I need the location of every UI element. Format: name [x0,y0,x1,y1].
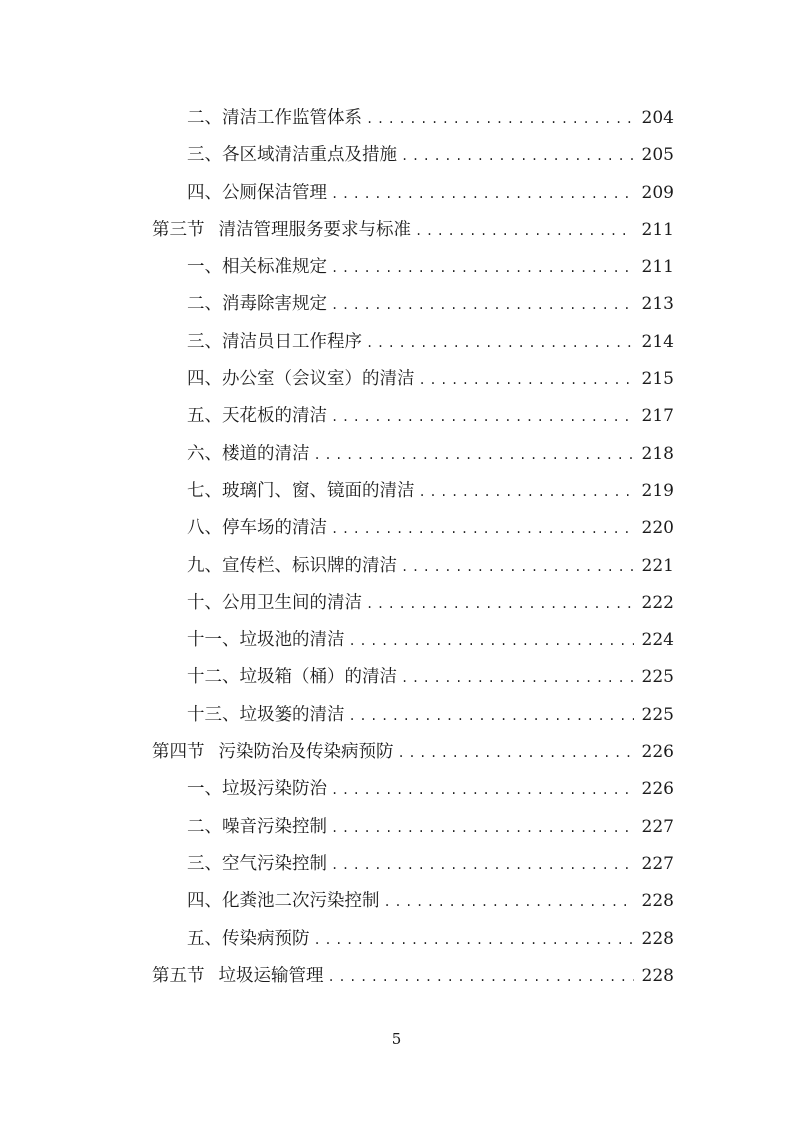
toc-entry[interactable] [152,175,674,212]
toc-entry[interactable] [152,809,674,846]
dot-leader [398,735,635,772]
toc-section-label: 清洁管理服务要求与标准 [218,219,411,240]
toc-entry-label: 六、楼道的清洁 [187,443,310,464]
toc-entry[interactable] [152,883,674,920]
toc-entry-label: 十三、垃圾篓的清洁 [187,704,345,725]
toc-entry[interactable] [152,921,674,958]
toc-entry-label: 五、传染病预防 [187,928,310,949]
toc-entry[interactable] [152,137,674,174]
dot-leader [401,549,634,586]
toc-section-label: 污染防治及传染病预防 [218,742,394,763]
dot-leader [331,287,634,324]
dot-leader [331,176,634,213]
toc-entry-label: 九、宣传栏、标识牌的清洁 [187,555,397,576]
toc-section-number: 第三节 [152,219,205,240]
toc-entry[interactable] [152,100,674,137]
dot-leader [331,810,634,847]
toc-page-number: 213 [641,294,674,315]
toc-page-number: 209 [641,182,674,203]
toc-page-number: 221 [641,555,674,576]
toc-page-number: 225 [641,667,674,688]
toc-page-number: 226 [641,742,674,763]
dot-leader [328,959,635,996]
toc-page-number: 228 [641,965,674,986]
dot-leader [415,213,634,250]
dot-leader [384,884,635,921]
toc-page-number: 205 [641,145,674,166]
toc-section-heading[interactable] [152,958,674,995]
toc-entry-label: 四、办公室（会议室）的清洁 [187,369,415,390]
table-of-contents [152,100,674,995]
dot-leader [331,399,634,436]
toc-page-number: 228 [641,891,674,912]
dot-leader [419,474,635,511]
toc-entry-label: 二、噪音污染控制 [187,816,327,837]
toc-entry[interactable] [152,846,674,883]
toc-entry-label: 十一、垃圾池的清洁 [187,630,345,651]
toc-entry[interactable] [152,361,674,398]
toc-page-number: 228 [641,928,674,949]
dot-leader [331,772,634,809]
toc-page-number: 227 [641,853,674,874]
toc-entry-label: 四、公厕保洁管理 [187,182,327,203]
dot-leader [419,362,635,399]
toc-entry[interactable] [152,398,674,435]
toc-entry[interactable] [152,585,674,622]
toc-page-number: 217 [641,406,674,427]
toc-entry-label: 三、各区域清洁重点及措施 [187,145,397,166]
toc-entry[interactable] [152,548,674,585]
toc-entry-label: 八、停车场的清洁 [187,518,327,539]
dot-leader [314,437,635,474]
toc-entry-label: 一、垃圾污染防治 [187,779,327,800]
dot-leader [331,847,634,884]
toc-page-number: 211 [641,257,674,278]
toc-page-number: 224 [641,630,674,651]
toc-page-number: 219 [641,480,674,501]
toc-section-number: 第四节 [152,742,205,763]
toc-entry-label: 二、清洁工作监管体系 [187,108,362,128]
toc-entry[interactable] [152,436,674,473]
toc-entry[interactable] [152,697,674,734]
toc-page-number: 222 [641,592,674,613]
dot-leader [401,138,634,175]
toc-section-number: 第五节 [152,965,205,986]
toc-page-number: 220 [641,518,674,539]
page-number-footer: 5 [391,1030,402,1048]
toc-entry[interactable] [152,249,674,286]
dot-leader [349,698,635,735]
toc-entry[interactable] [152,771,674,808]
toc-entry[interactable] [152,473,674,510]
toc-page-number: 211 [641,219,674,240]
toc-entry[interactable] [152,659,674,696]
toc-page-number: 225 [641,704,674,725]
toc-entry-label: 三、空气污染控制 [187,853,327,874]
toc-entry-label: 七、玻璃门、窗、镜面的清洁 [187,480,415,501]
dot-leader [331,511,634,548]
dot-leader [366,586,634,623]
toc-entry[interactable] [152,622,674,659]
toc-entry-label: 十、公用卫生间的清洁 [187,592,362,613]
toc-entry-label: 四、化粪池二次污染控制 [187,891,380,912]
toc-section-label: 垃圾运输管理 [218,965,324,986]
toc-page-number: 226 [641,779,674,800]
dot-leader [366,325,634,362]
dot-leader [314,922,635,959]
toc-entry[interactable] [152,510,674,547]
toc-page-number: 204 [641,108,674,128]
toc-page-number: 227 [641,816,674,837]
dot-leader [331,250,634,287]
toc-section-heading[interactable] [152,212,674,249]
toc-page-number: 215 [641,369,674,390]
toc-entry[interactable] [152,324,674,361]
toc-page-number: 214 [641,331,674,352]
toc-entry-label: 二、消毒除害规定 [187,294,327,315]
toc-page-number: 218 [641,443,674,464]
toc-entry[interactable] [152,286,674,323]
dot-leader [349,623,635,660]
toc-entry-label: 十二、垃圾箱（桶）的清洁 [187,667,397,688]
toc-section-heading[interactable] [152,734,674,771]
toc-entry-label: 三、清洁员日工作程序 [187,331,362,352]
dot-leader [366,101,634,138]
toc-entry-label: 五、天花板的清洁 [187,406,327,427]
dot-leader [401,660,634,697]
toc-entry-label: 一、相关标准规定 [187,257,327,278]
